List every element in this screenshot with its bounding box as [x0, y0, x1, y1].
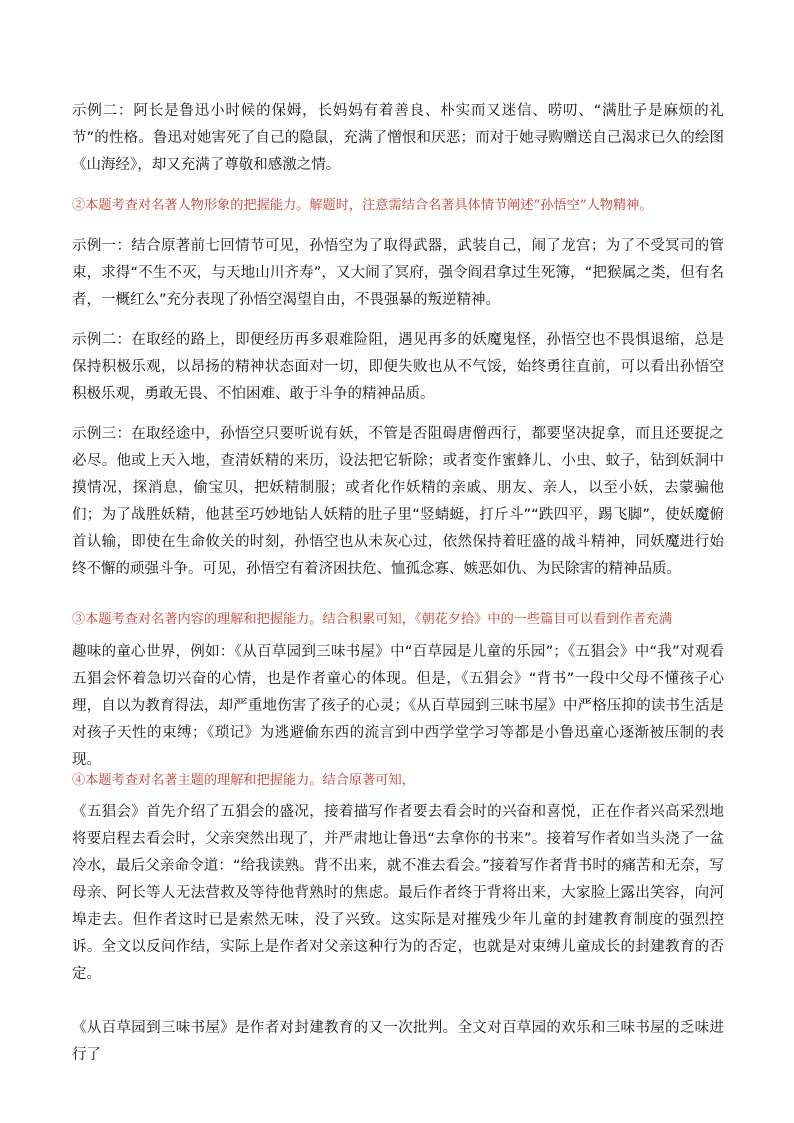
paragraph-changma-example: 示例二：阿长是鲁迅小时候的保姆，长妈妈有着善良、朴实而又迷信、唠叨、“满肚子是麻烦的礼节”的性格。鲁迅对她害死了自己的隐鼠，充满了憎恨和厌恶；而对于她寻购赠送自己渴求已久的绘图《山海经》，却又充满了尊敬和感激之情。	[72, 103, 724, 173]
paragraph-baicaoyuan: 《从百草园到三味书屋》是作者对封建教育的又一次批判。全文对百草园的欢乐和三味书屋的乏味进行了	[72, 1020, 724, 1063]
note-question-4: ④本题考查对名著主题的理解和把握能力。结合原著可知，	[72, 773, 415, 788]
paragraph-childhood-world: 趣味的童心世界，例如：《从百草园到三味书屋》中“百草园是儿童的乐园”；《五猖会》中“我”对观看五猖会怀着急切兴奋的心情，也是作者童心的体现。但是，《五猖会》“背书”一段中父母不懂孩子心理，自以为教育得法，却严重地伤害了孩子的心灵；《从百草园到三味书屋》中严格压抑的读书生活是对孩子天性的束缚；《琐记》为逃避偷东西的流言到中西学堂学习等都是小鲁迅童心逐渐被压制的表现。	[72, 644, 724, 768]
note-question-2: ②本题考查对名著人物形象的把握能力。解题时，注意需结合名著具体情节阐述“孙悟空”人物精神。	[72, 198, 653, 213]
paragraph-wukong-example-3: 示例三：在取经途中，孙悟空只要听说有妖，不管是否阻碍唐僧西行，都要坚决捉拿，而且还要捉之必尽。他或上天入地，查清妖精的来历，设法把它斩除；或者变作蜜蜂儿、小虫、蚊子，钻到妖洞中摸情况，探消息，偷宝贝，把妖精制服；或者化作妖精的亲戚、朋友、亲人，以至小妖，去蒙骗他们；为了战胜妖精，他甚至巧妙地钻人妖精的肚子里“竖蜻蜓，打斤斗”“跌四平，踢飞脚”，使妖魔俯首认输，即使在生命攸关的时刻，孙悟空也从未灰心过，依然保持着旺盛的战斗精神，同妖魔进行始终不懈的顽强斗争。可见，孙悟空有着济困扶危、恤孤念寡、嫉恶如仇、为民除害的精神品质。	[72, 426, 724, 577]
note-question-3: ③本题考查对名著内容的理解和把握能力。结合积累可知，《朝花夕拾》中的一些篇目可以看到作者充满	[72, 612, 673, 627]
paragraph-wukong-example-1: 示例一：结合原著前七回情节可见，孙悟空为了取得武器，武装自己，闹了龙宫；为了不受冥司的管束，求得“不生不灭，与天地山川齐寿”，又大闹了冥府，强令阎君拿过生死簿，“把猴属之类，但有名者，一概红么”充分表现了孙悟空渴望自由，不畏强暴的叛逆精神。	[72, 238, 724, 308]
paragraph-wuchanghui: 《五猖会》首先介绍了五猖会的盛况，接着描写作者要去看会时的兴奋和喜悦，正在作者兴高采烈地将要启程去看会时，父亲突然出现了，并严肃地让鲁迅“去拿你的书来”。接着写作者如当头浇了一盆冷水，最后父亲命令道：“给我读熟。背不出来，就不准去看会。”接着写作者背书时的痛苦和无奈，写母亲、阿长等人无法营救及等待他背熟时的焦虑。最后作者终于背将出来，大家脸上露出笑容，向河埠走去。但作者这时已是索然无味，没了兴致。这实际是对摧残少年儿童的封建教育制度的强烈控诉。全文以反问作结，实际上是作者对父亲这种行为的否定，也就是对束缚儿童成长的封建教育的否定。	[72, 804, 724, 982]
paragraph-wukong-example-2: 示例二：在取经的路上，即便经历再多艰难险阻，遇见再多的妖魔鬼怪，孙悟空也不畏惧退缩，总是保持积极乐观，以昂扬的精神状态面对一切，即便失败也从不气馁，始终勇往直前，可以看出孙悟空积极乐观，勇敢无畏、不怕困难、敢于斗争的精神品质。	[72, 332, 724, 402]
